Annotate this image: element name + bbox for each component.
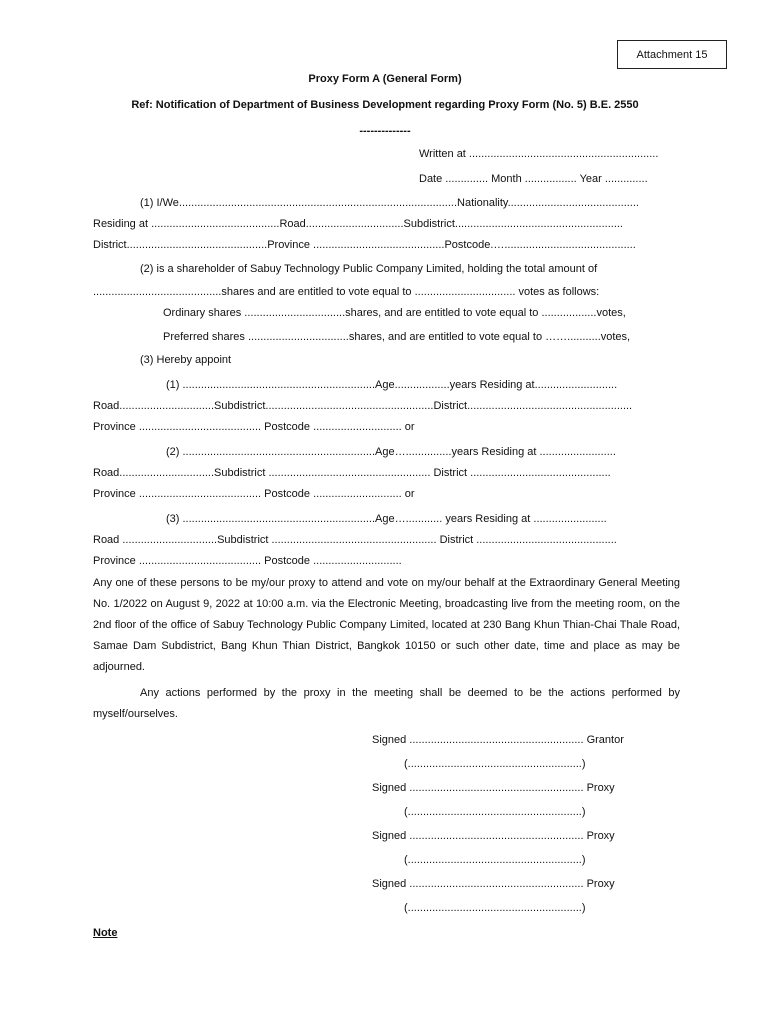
attachment-label: Attachment 15 xyxy=(636,48,708,61)
ordinary-shares-line[interactable]: Ordinary shares .................................shares, and are entitled to vote equal to ..................votes, xyxy=(163,307,626,319)
written-at-field[interactable]: Written at .............................................................. xyxy=(419,148,659,160)
grantor-signature-line[interactable]: Signed ......................................................... Grantor xyxy=(372,734,624,746)
proxy1-province-line[interactable]: Province ........................................ Postcode ............................. or xyxy=(93,421,415,433)
proxy2-address-line[interactable]: Road...............................Subdistrict ..................................................... District .............................................. xyxy=(93,467,611,479)
proxy3-signature-line[interactable]: Signed ......................................................... Proxy xyxy=(372,878,615,890)
proxy2-province-line[interactable]: Province ........................................ Postcode ............................. or xyxy=(93,488,415,500)
proxy3-province-line[interactable]: Province ........................................ Postcode ............................. xyxy=(93,555,402,567)
proxy1-name-bracket[interactable]: (.........................................................) xyxy=(404,806,586,818)
shareholder-statement: (2) is a shareholder of Sabuy Technology Public Company Limited, holding the total amount of xyxy=(140,263,598,275)
proxy2-name-line[interactable]: (2) ...............................................................Age…...............years Residing at ......................... xyxy=(166,446,616,458)
proxy1-signature-line[interactable]: Signed ......................................................... Proxy xyxy=(372,782,615,794)
proxy3-name-line[interactable]: (3) ...............................................................Age…............ years Residing at ........................ xyxy=(166,513,607,525)
separator: -------------- xyxy=(359,125,411,137)
proxy3-address-line[interactable]: Road ...............................Subdistrict ...................................................... District .............................................. xyxy=(93,534,617,546)
grantor-name-line[interactable]: (1) I/We...........................................................................................Nationality........................................... xyxy=(140,197,639,209)
proxy1-address-line[interactable]: Road...............................Subdistrict.......................................................District...................................................... xyxy=(93,400,633,412)
district-line[interactable]: District..............................................Province ...........................................Postcode.…........................................... xyxy=(93,239,636,251)
shares-total-line[interactable]: ..........................................shares and are entitled to vote equal to ................................. votes as follows: xyxy=(93,286,600,298)
actions-paragraph: Any actions performed by the proxy in the meeting shall be deemed to be the actions performed by myself/ourselves. xyxy=(93,687,680,720)
form-reference: Ref: Notification of Department of Business Development regarding Proxy Form (No. 5) B.E. 2550 xyxy=(131,99,639,111)
proxy2-name-bracket[interactable]: (.........................................................) xyxy=(404,854,586,866)
date-field[interactable]: Date .............. Month ................. Year .............. xyxy=(419,173,648,185)
residence-line[interactable]: Residing at ..........................................Road................................Subdistrict....................................................... xyxy=(93,218,623,230)
grantor-name-bracket[interactable]: (.........................................................) xyxy=(404,758,586,770)
preferred-shares-line[interactable]: Preferred shares .................................shares, and are entitled to vote equal to ……...........votes, xyxy=(163,331,631,343)
proxy2-signature-line[interactable]: Signed ......................................................... Proxy xyxy=(372,830,615,842)
proxy3-name-bracket[interactable]: (.........................................................) xyxy=(404,902,586,914)
appoint-heading: (3) Hereby appoint xyxy=(140,354,232,366)
attachment-box xyxy=(617,40,727,69)
proxy1-name-line[interactable]: (1) ...............................................................Age..................years Residing at........................... xyxy=(166,379,618,391)
meeting-paragraph: Any one of these persons to be my/our proxy to attend and vote on my/our behalf at the Extraordinary General Meeting No. 1/2022 on August 9, 2022 at 10:00 a.m. via the Electronic Meeting, broadcasting live from the meeting room, on the 2nd floor of the office of Sabuy Technology Public Company Limited, located at 230 Bang Khun Thian-Chai Thale Road, Samae Dam Subdistrict, Bang Khun Thian District, Bangkok 10150 or such other date, time and place as may be adjourned. xyxy=(93,577,680,673)
note-heading: Note xyxy=(93,927,118,939)
form-title: Proxy Form A (General Form) xyxy=(308,73,462,85)
